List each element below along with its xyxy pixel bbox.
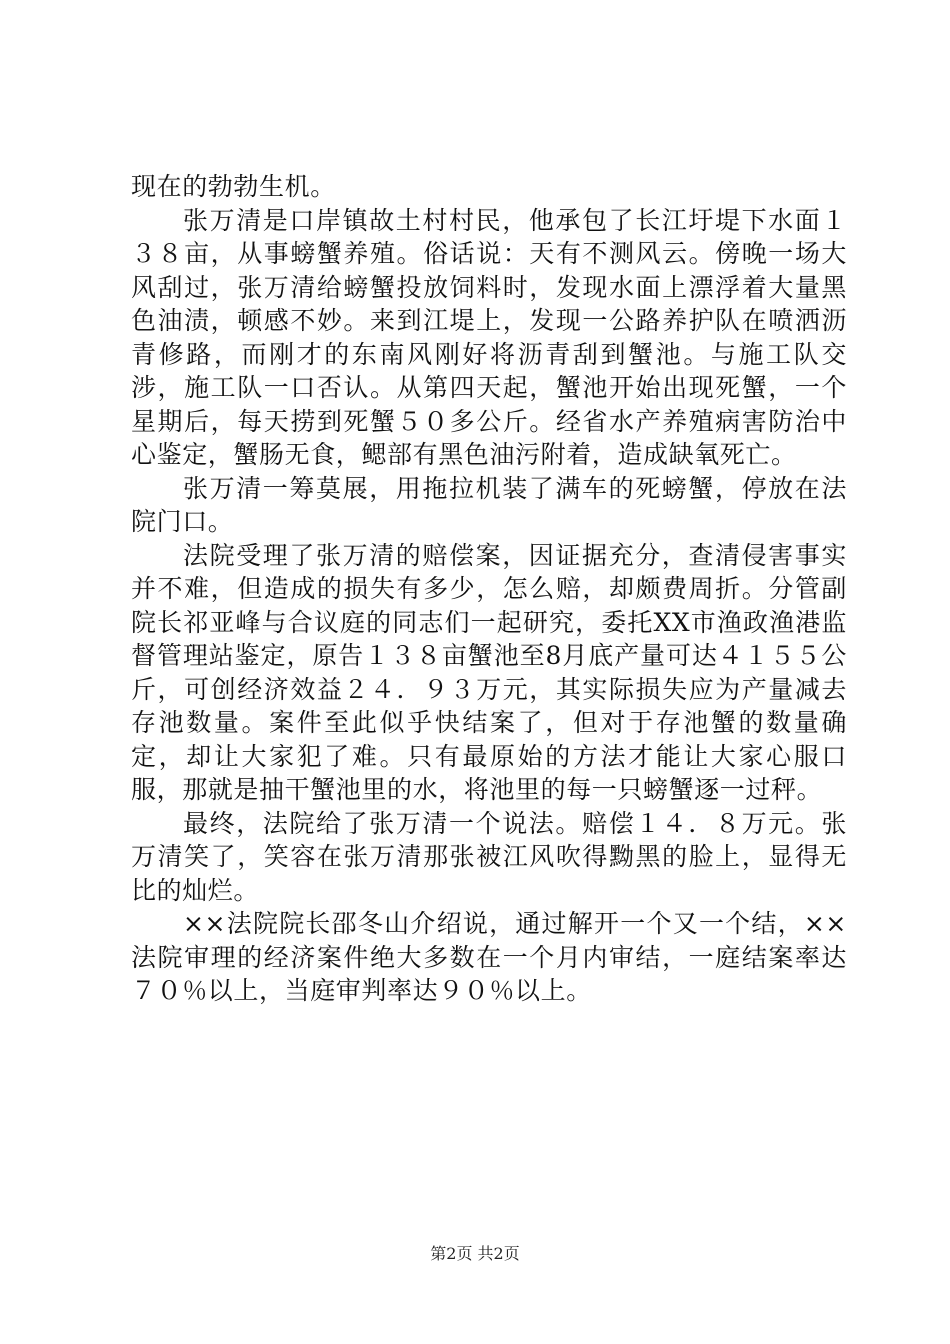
paragraph-3: 张万清一筹莫展，用拖拉机装了满车的死螃蟹，停放在法院门口。 <box>131 473 847 536</box>
paragraph-1: 现在的勃勃生机。 <box>131 172 336 201</box>
page-footer: 第2页 共2页 <box>430 1244 520 1263</box>
paragraph-2: 张万清是口岸镇故土村村民，他承包了长江圩堤下水面１３８亩，从事螃蟹养殖。俗话说：天有不测风云。傍晚一场大风刮过，张万清给螃蟹投放饲料时，发现水面上漂浮着大量黑色油渍，顿感不妙。来到江堤上，发现一公路养护队在喷洒沥青修路，而刚才的东南风刚好将沥青刮到蟹池。与施工队交涉，施工队一口否认。从第四天起，蟹池开始出现死蟹，一个星期后，每天捞到死蟹５０多公斤。经省水产养殖病害防治中心鉴定，蟹肠无食，鳃部有黑色油污附着，造成缺氧死亡。 <box>131 205 847 469</box>
document-body <box>131 170 847 1008</box>
paragraph-4: 法院受理了张万清的赔偿案，因证据充分，查清侵害事实并不难，但造成的损失有多少，怎么赔，却颇费周折。分管副院长祁亚峰与合议庭的同志们一起研究，委托XX市渔政渔港监督管理站鉴定，原告１３８亩蟹池至8月底产量可达４１５５公斤，可创经济效益２４．９３万元，其实际损失应为产量减去存池数量。案件至此似乎快结案了，但对于存池蟹的数量确定，却让大家犯了难。只有最原始的方法才能让大家心服口服，那就是抽干蟹池里的水，将池里的每一只螃蟹逐一过秤。 <box>131 540 847 804</box>
paragraph-5: 最终，法院给了张万清一个说法。赔偿１４．８万元。张万清笑了，笑容在张万清那张被江风吹得黝黑的脸上，显得无比的灿烂。 <box>131 808 847 905</box>
paragraph-6: ××法院院长邵冬山介绍说，通过解开一个又一个结，××法院审理的经济案件绝大多数在一个月内审结，一庭结案率达７０％以上，当庭审判率达９０％以上。 <box>131 909 847 1005</box>
